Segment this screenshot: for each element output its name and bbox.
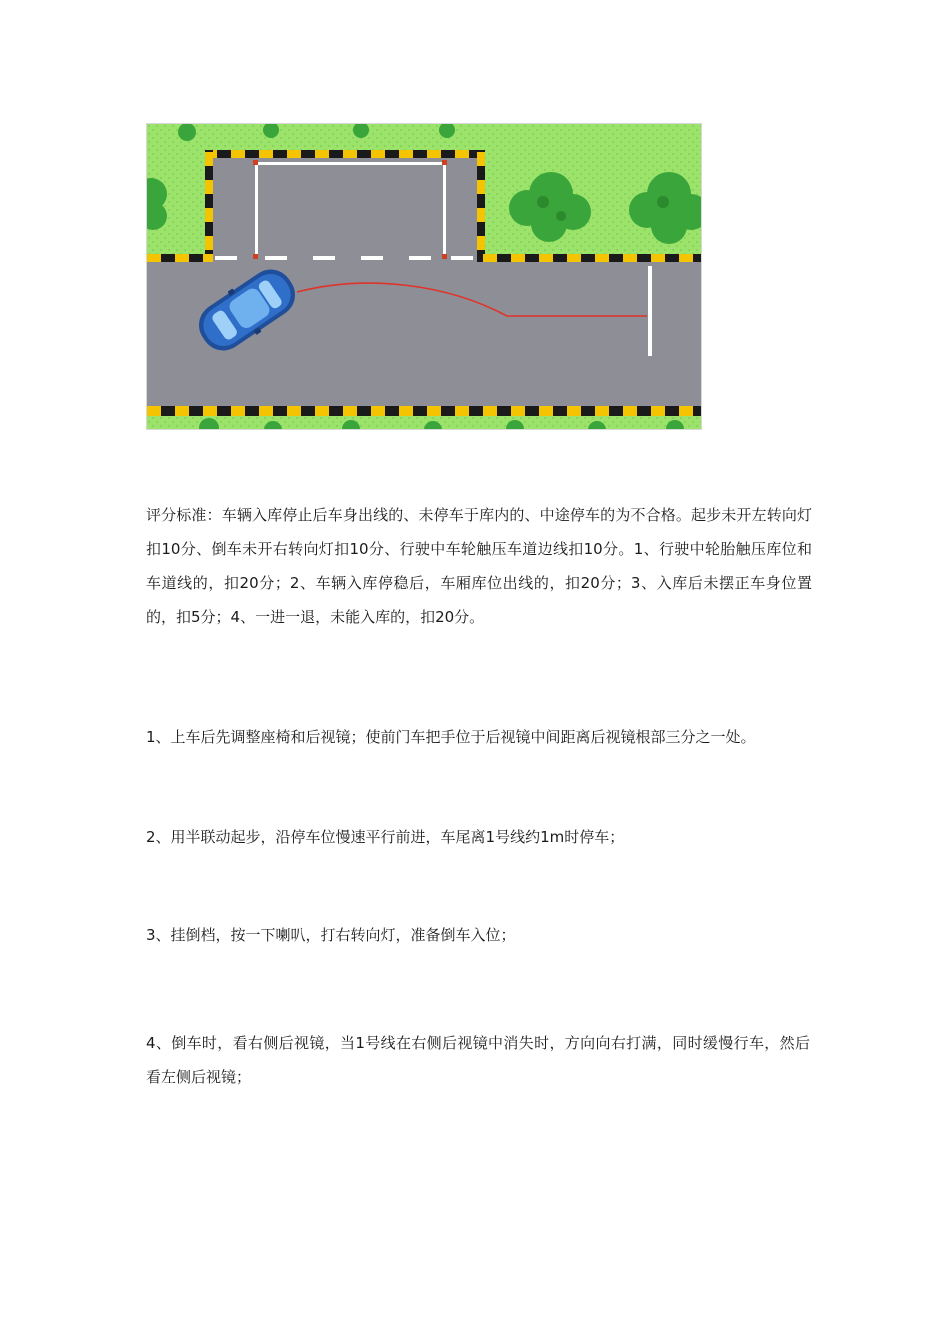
bay-curb-right bbox=[477, 150, 485, 258]
step-1-paragraph: 1、上车后先调整座椅和后视镜；使前门车把手位于后视镜中间距离后视镜根部三分之一处。 bbox=[146, 728, 756, 746]
parking-bay bbox=[211, 154, 481, 260]
bay-line-left bbox=[255, 162, 258, 258]
bay-curb-left bbox=[205, 150, 213, 258]
bay-line-back bbox=[255, 162, 445, 165]
step-2-paragraph: 2、用半联动起步，沿停车位慢速平行前进，车尾离1号线约1m时停车； bbox=[146, 828, 625, 846]
road-curb-top-left bbox=[147, 254, 213, 262]
step-4-paragraph: 4、倒车时，看右侧后视镜，当1号线在右侧后视镜中消失时，方向向右打满，同时缓慢行车，然后看左侧后视镜； bbox=[146, 1034, 810, 1086]
scoring-criteria-paragraph: 评分标准：车辆入库停止后车身出线的、未停车于库内的、中途停车的为不合格。起步未开左转向灯扣10分、倒车未开右转向灯扣10分、行驶中车轮触压车道边线扣10分。1、行驶中轮胎触压库位和车道线的，扣20分；2、车辆入库停稳后，车厢库位出线的，扣20分；3、入库后未摆正车身位置的，扣5分；4、一进一退，未能入库的，扣20分。 bbox=[146, 506, 812, 626]
bay-curb-top bbox=[205, 150, 485, 158]
road-curb-bottom bbox=[147, 406, 702, 416]
parking-diagram bbox=[146, 123, 702, 430]
step-3-paragraph: 3、挂倒档，按一下喇叭，打右转向灯，准备倒车入位； bbox=[146, 926, 516, 944]
bay-line-right bbox=[443, 162, 446, 258]
parking-scene bbox=[147, 124, 702, 430]
stop-line bbox=[648, 266, 652, 356]
road-curb-top-right bbox=[477, 254, 702, 262]
